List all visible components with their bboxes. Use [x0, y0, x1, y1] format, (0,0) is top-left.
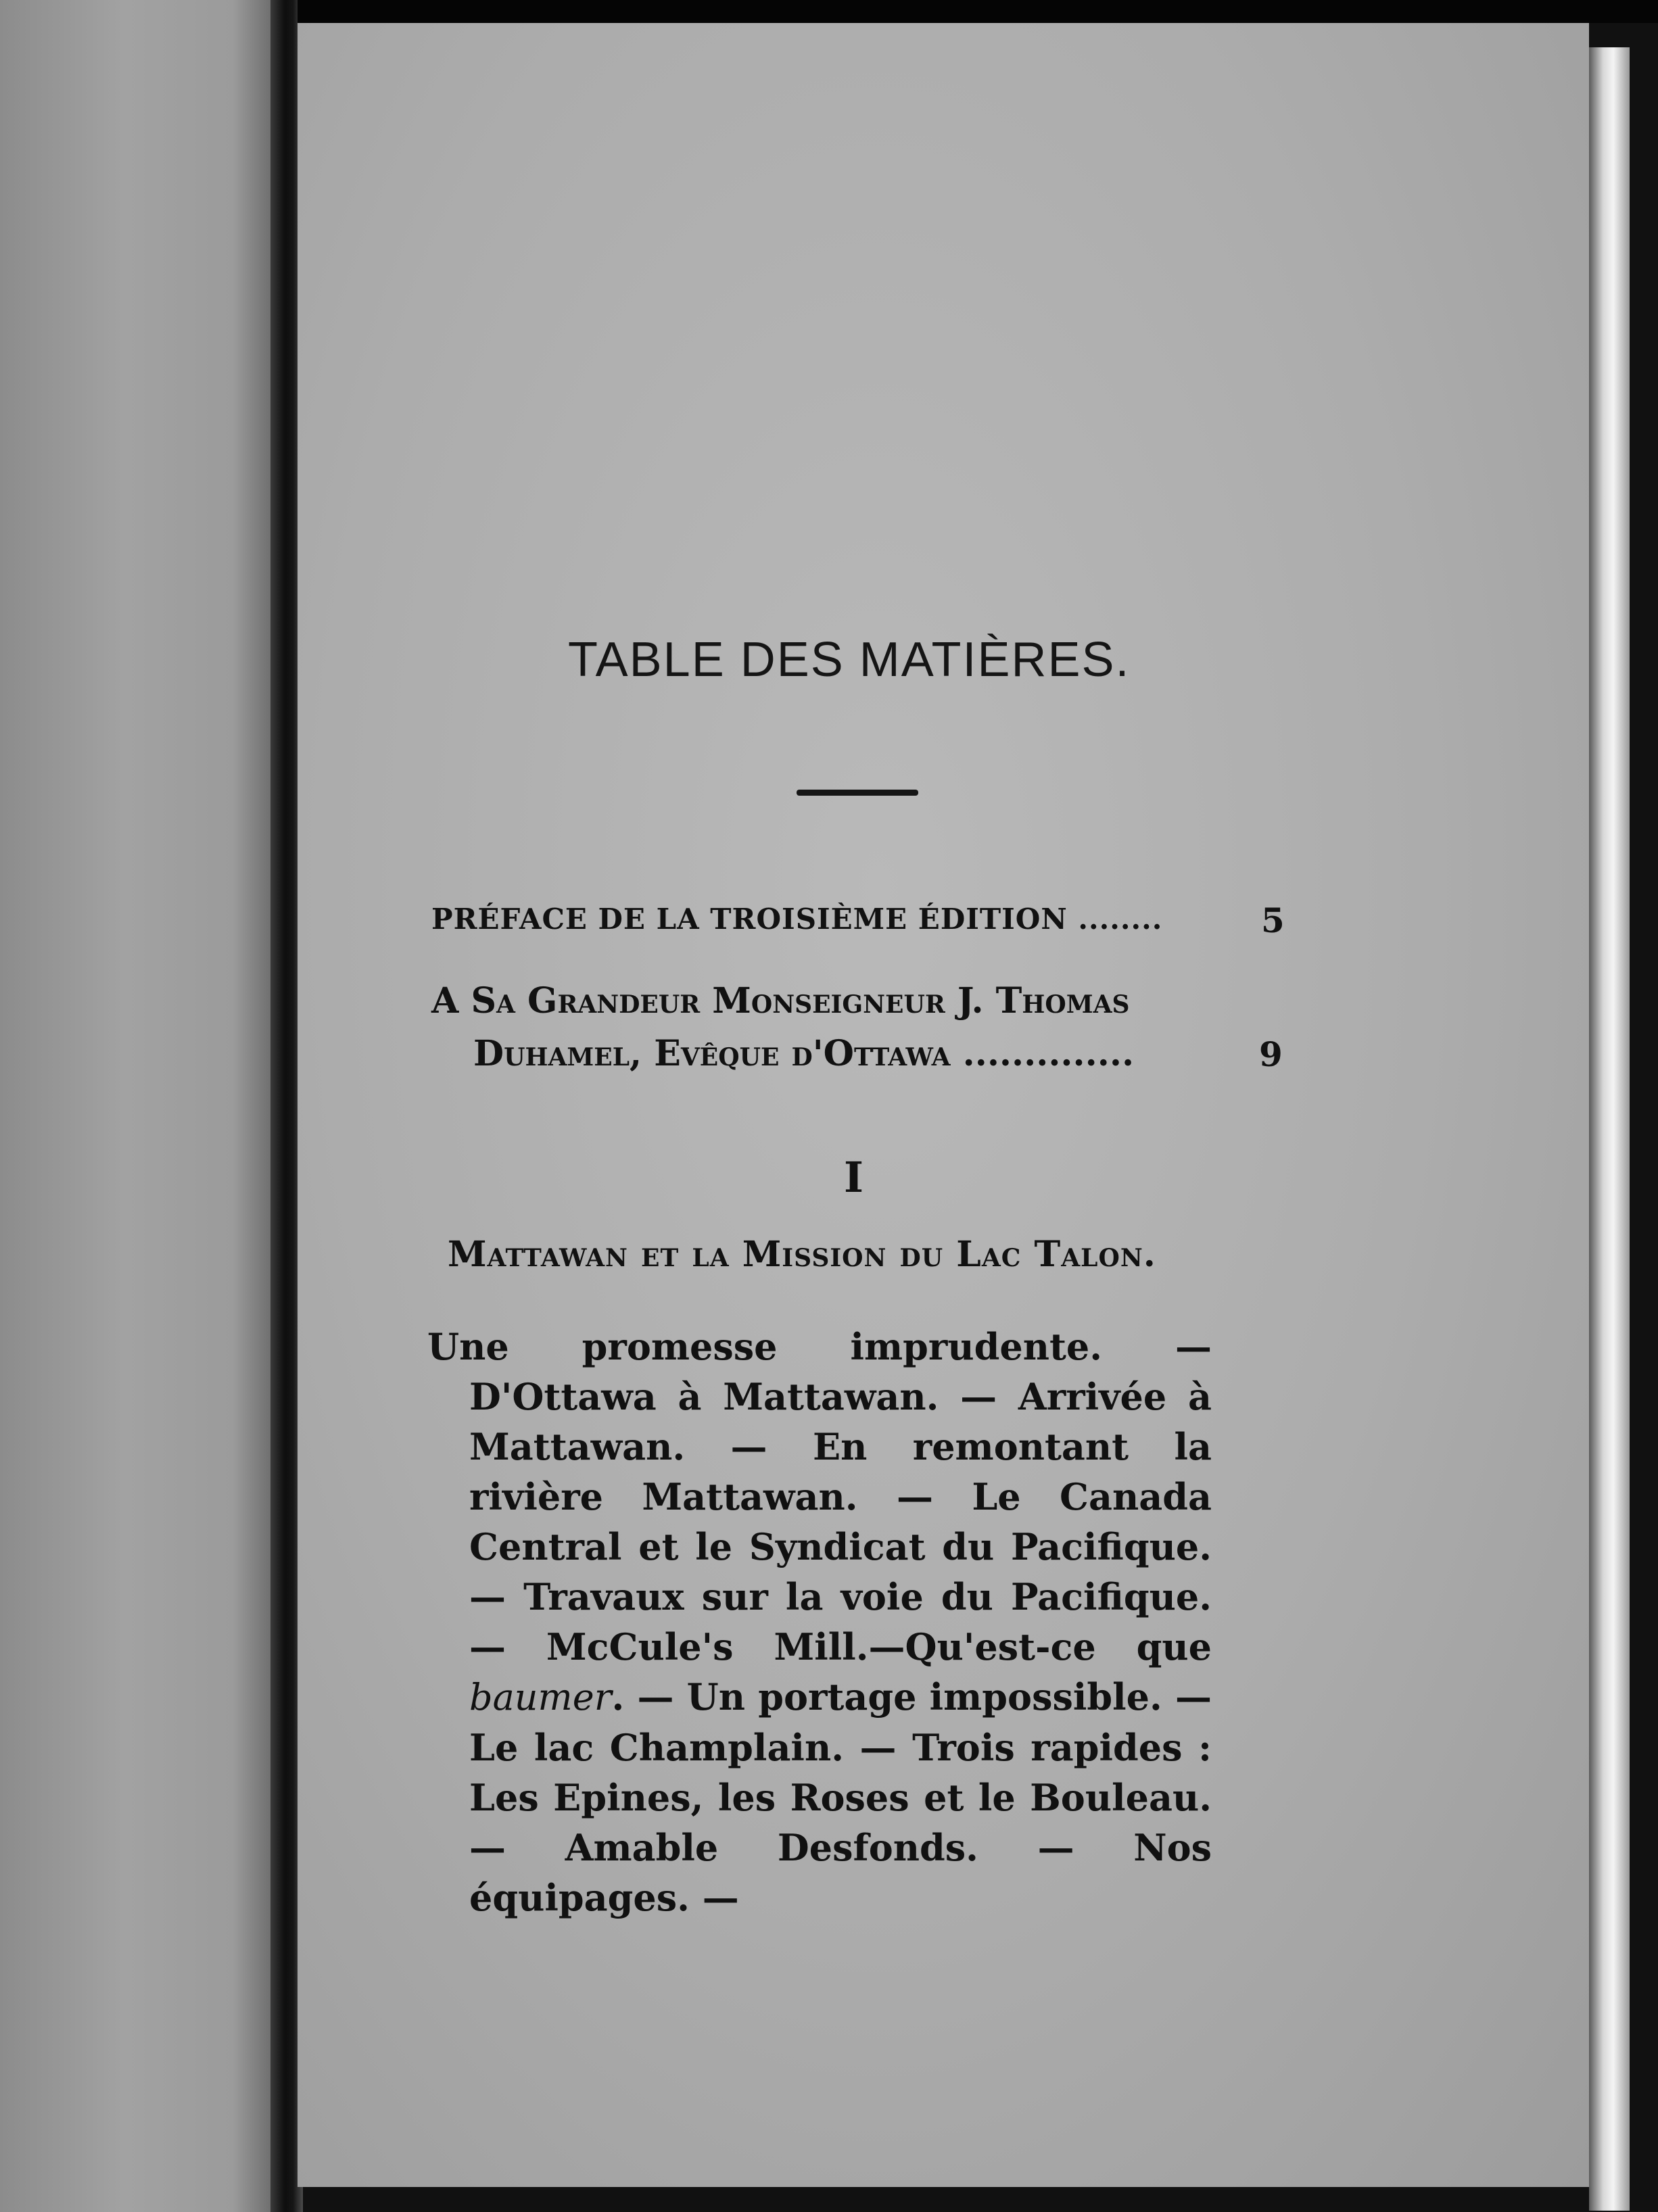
toc-page-preface: 5	[1261, 900, 1285, 940]
toc-entry-preface: PRÉFACE DE LA TROISIÈME ÉDITION ........	[431, 903, 1163, 936]
chapter-summary	[427, 1322, 1212, 1923]
toc-entry-dedication-line2: Duhamel, Evêque d'Ottawa ..............	[473, 1033, 1135, 1074]
page-title: TABLE DES MATIÈRES.	[568, 633, 1131, 687]
left-page	[0, 0, 274, 2212]
chapter-title: Mattawan et la Mission du Lac Talon.	[448, 1234, 1156, 1275]
top-shadow	[298, 0, 1658, 23]
title-rule	[797, 790, 918, 796]
page-edge	[1589, 47, 1630, 2211]
chapter-number: I	[844, 1153, 864, 1202]
toc-page-dedication: 9	[1259, 1034, 1283, 1074]
toc-entry-dedication-line1: A Sa Grandeur Monseigneur J. Thomas	[431, 980, 1130, 1021]
summary-text-part2: . — Un portage impossible. — Le lac Champlain. — Trois rapides : Les Epines, les Roses et le Bouleau. — Amable Desfonds. — Nos équipages. —	[469, 1675, 1212, 1919]
summary-text-part1: Une promesse imprudente. — D'Ottawa à Mattawan. — Arrivée à Mattawan. — En remontant la rivière Mattawan. — Le Canada Central et le Syndicat du Pacifique. — Travaux sur la voie du Pacifique. — McCule's Mill.—Qu'est-ce que	[427, 1325, 1212, 1668]
summary-italic-word: baumer	[469, 1676, 612, 1718]
